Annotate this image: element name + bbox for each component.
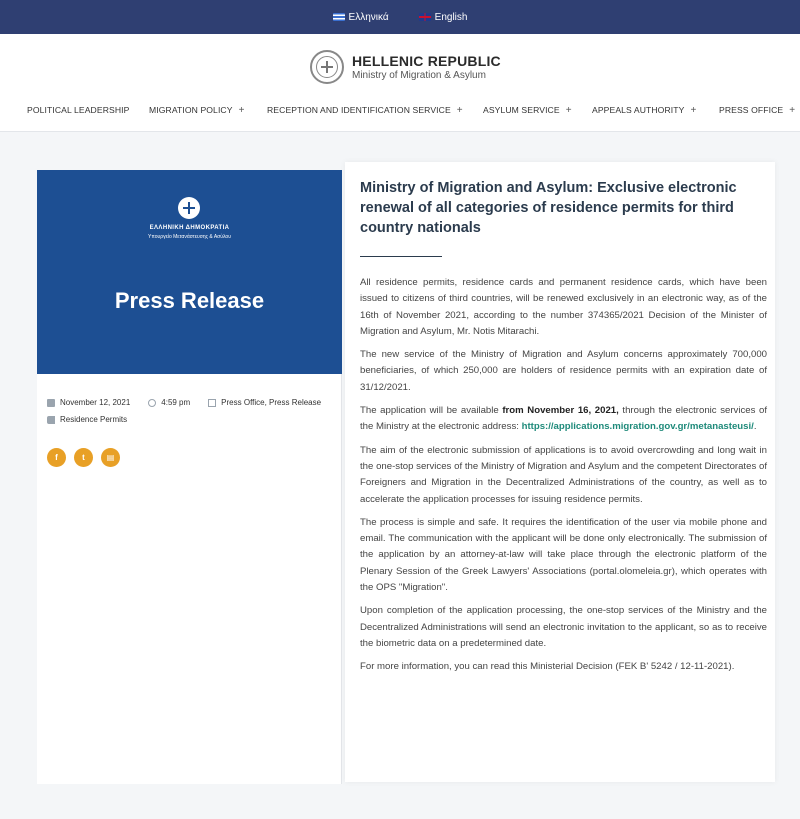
lang-english-label: English (434, 11, 468, 23)
site-header (0, 34, 800, 132)
image-greek-subtitle: Υπουργείο Μετανάστευσης & Ασύλου (148, 234, 231, 240)
calendar-icon (47, 399, 55, 407)
language-bar (0, 0, 800, 34)
plus-icon: + (238, 104, 245, 116)
nav-item-press-office[interactable]: PRESS OFFICE + (719, 104, 796, 116)
lang-greek-link[interactable] (333, 12, 389, 23)
post-date: November 12, 2021 (60, 398, 131, 407)
availability-date: from November 16, 2021, (502, 405, 619, 417)
nav-item-appeals-authority[interactable]: APPEALS AUTHORITY + (592, 104, 697, 116)
greece-flag-icon (333, 13, 345, 21)
share-buttons (47, 448, 341, 467)
article-paragraph: The process is simple and safe. It requires the identification of the user via mobile phone and email. The communication with the applicant will be done only electronically. The submission of the application by an attorney-at-law will take place through the electronic platform of the Plenary Session of the Greek Lawyers' Associations (portal.olomeleia.gr), which operates with the OPS "Migration". (360, 516, 767, 594)
share-print-button[interactable] (101, 448, 120, 467)
post-time: 4:59 pm (161, 398, 191, 407)
post-categories-link[interactable]: Press Office, Press Release (221, 398, 322, 407)
plus-icon: + (456, 104, 463, 116)
print-icon: ▤ (106, 453, 115, 462)
nav-item-political-leadership[interactable]: POLITICAL LEADERSHIP (27, 105, 130, 115)
share-facebook-button[interactable] (47, 448, 66, 467)
lang-english-link[interactable] (419, 12, 468, 23)
uk-flag-icon (419, 13, 431, 21)
post-tag-link[interactable]: Residence Permits (60, 415, 128, 424)
facebook-icon: f (55, 453, 58, 462)
image-caption: Press Release (114, 288, 265, 313)
featured-image (37, 170, 342, 374)
nav-item-reception-identification[interactable]: RECEPTION AND IDENTIFICATION SERVICE + (267, 104, 463, 116)
twitter-icon: t (82, 453, 85, 462)
article-paragraph: The application will be available from November 16, 2021, through the electronic services of the Ministry at the electronic address: https://applications.migration.gov.gr/metanasteusi/. (360, 405, 767, 433)
article-paragraph: The aim of the electronic submission of applications is to avoid overcrowding and long wait in the one-stop services of the Ministry of Migration and Asylum and the competent Directorates of Foreigners and Migration in the Decentralized Administrations of the country, as well as to accelerate the application processes for issuing residence permits. (360, 444, 767, 505)
lang-greek-label: Ελληνικά (348, 11, 389, 23)
article-paragraph: For more information, you can read this Ministerial Decision (FEK B' 5242 / 12-11-2021). (360, 661, 735, 673)
article-title: Ministry of Migration and Asylum: Exclusive electronic renewal of all categories of residence permits for third country nationals (360, 180, 737, 236)
post-meta (37, 374, 342, 784)
post-sidebar (37, 170, 342, 784)
plus-icon: + (565, 104, 572, 116)
tag-icon (47, 416, 55, 424)
site-logo-link[interactable] (310, 50, 501, 84)
plus-icon: + (690, 104, 697, 116)
article-paragraph: The new service of the Ministry of Migration and Asylum concerns approximately 700,000 beneficiaries, of which 250,000 are holders of residence permits with an expiration date of 31/12/2021. (360, 349, 767, 393)
nav-item-migration-policy[interactable]: MIGRATION POLICY + (149, 104, 245, 116)
article (345, 162, 775, 782)
document-icon (208, 399, 216, 407)
clock-icon (148, 399, 156, 407)
article-paragraph: Upon completion of the application processing, the one-stop services of the Ministry and the Decentralized Administrations will send an electronic invitation to the applicant, so as to receive the biometric data on a predetermined date. (360, 605, 767, 649)
image-greek-title: ΕΛΛΗΝΙΚΗ ΔΗΜΟΚΡΑΤΙΑ (149, 225, 230, 231)
article-paragraph: All residence permits, residence cards and permanent residence cards, which have been issued to citizens of third countries, will be renewed exclusively in an electronic way, as of the 16th of November 2021, according to the number 374365/2021 Decision of the Minister of Migration and Asylum, Mr. Notis Mitarachi. (360, 277, 767, 337)
plus-icon: + (789, 104, 796, 116)
site-title: HELLENIC REPUBLIC (352, 53, 501, 69)
share-twitter-button[interactable] (74, 448, 93, 467)
site-subtitle: Ministry of Migration & Asylum (352, 70, 486, 81)
coat-of-arms-icon (178, 197, 200, 219)
title-divider (360, 256, 442, 257)
nav-item-asylum-service[interactable]: ASYLUM SERVICE + (483, 104, 572, 116)
applications-link[interactable]: https://applications.migration.gov.gr/metanasteusi/ (521, 421, 754, 433)
coat-of-arms-icon (310, 50, 344, 84)
